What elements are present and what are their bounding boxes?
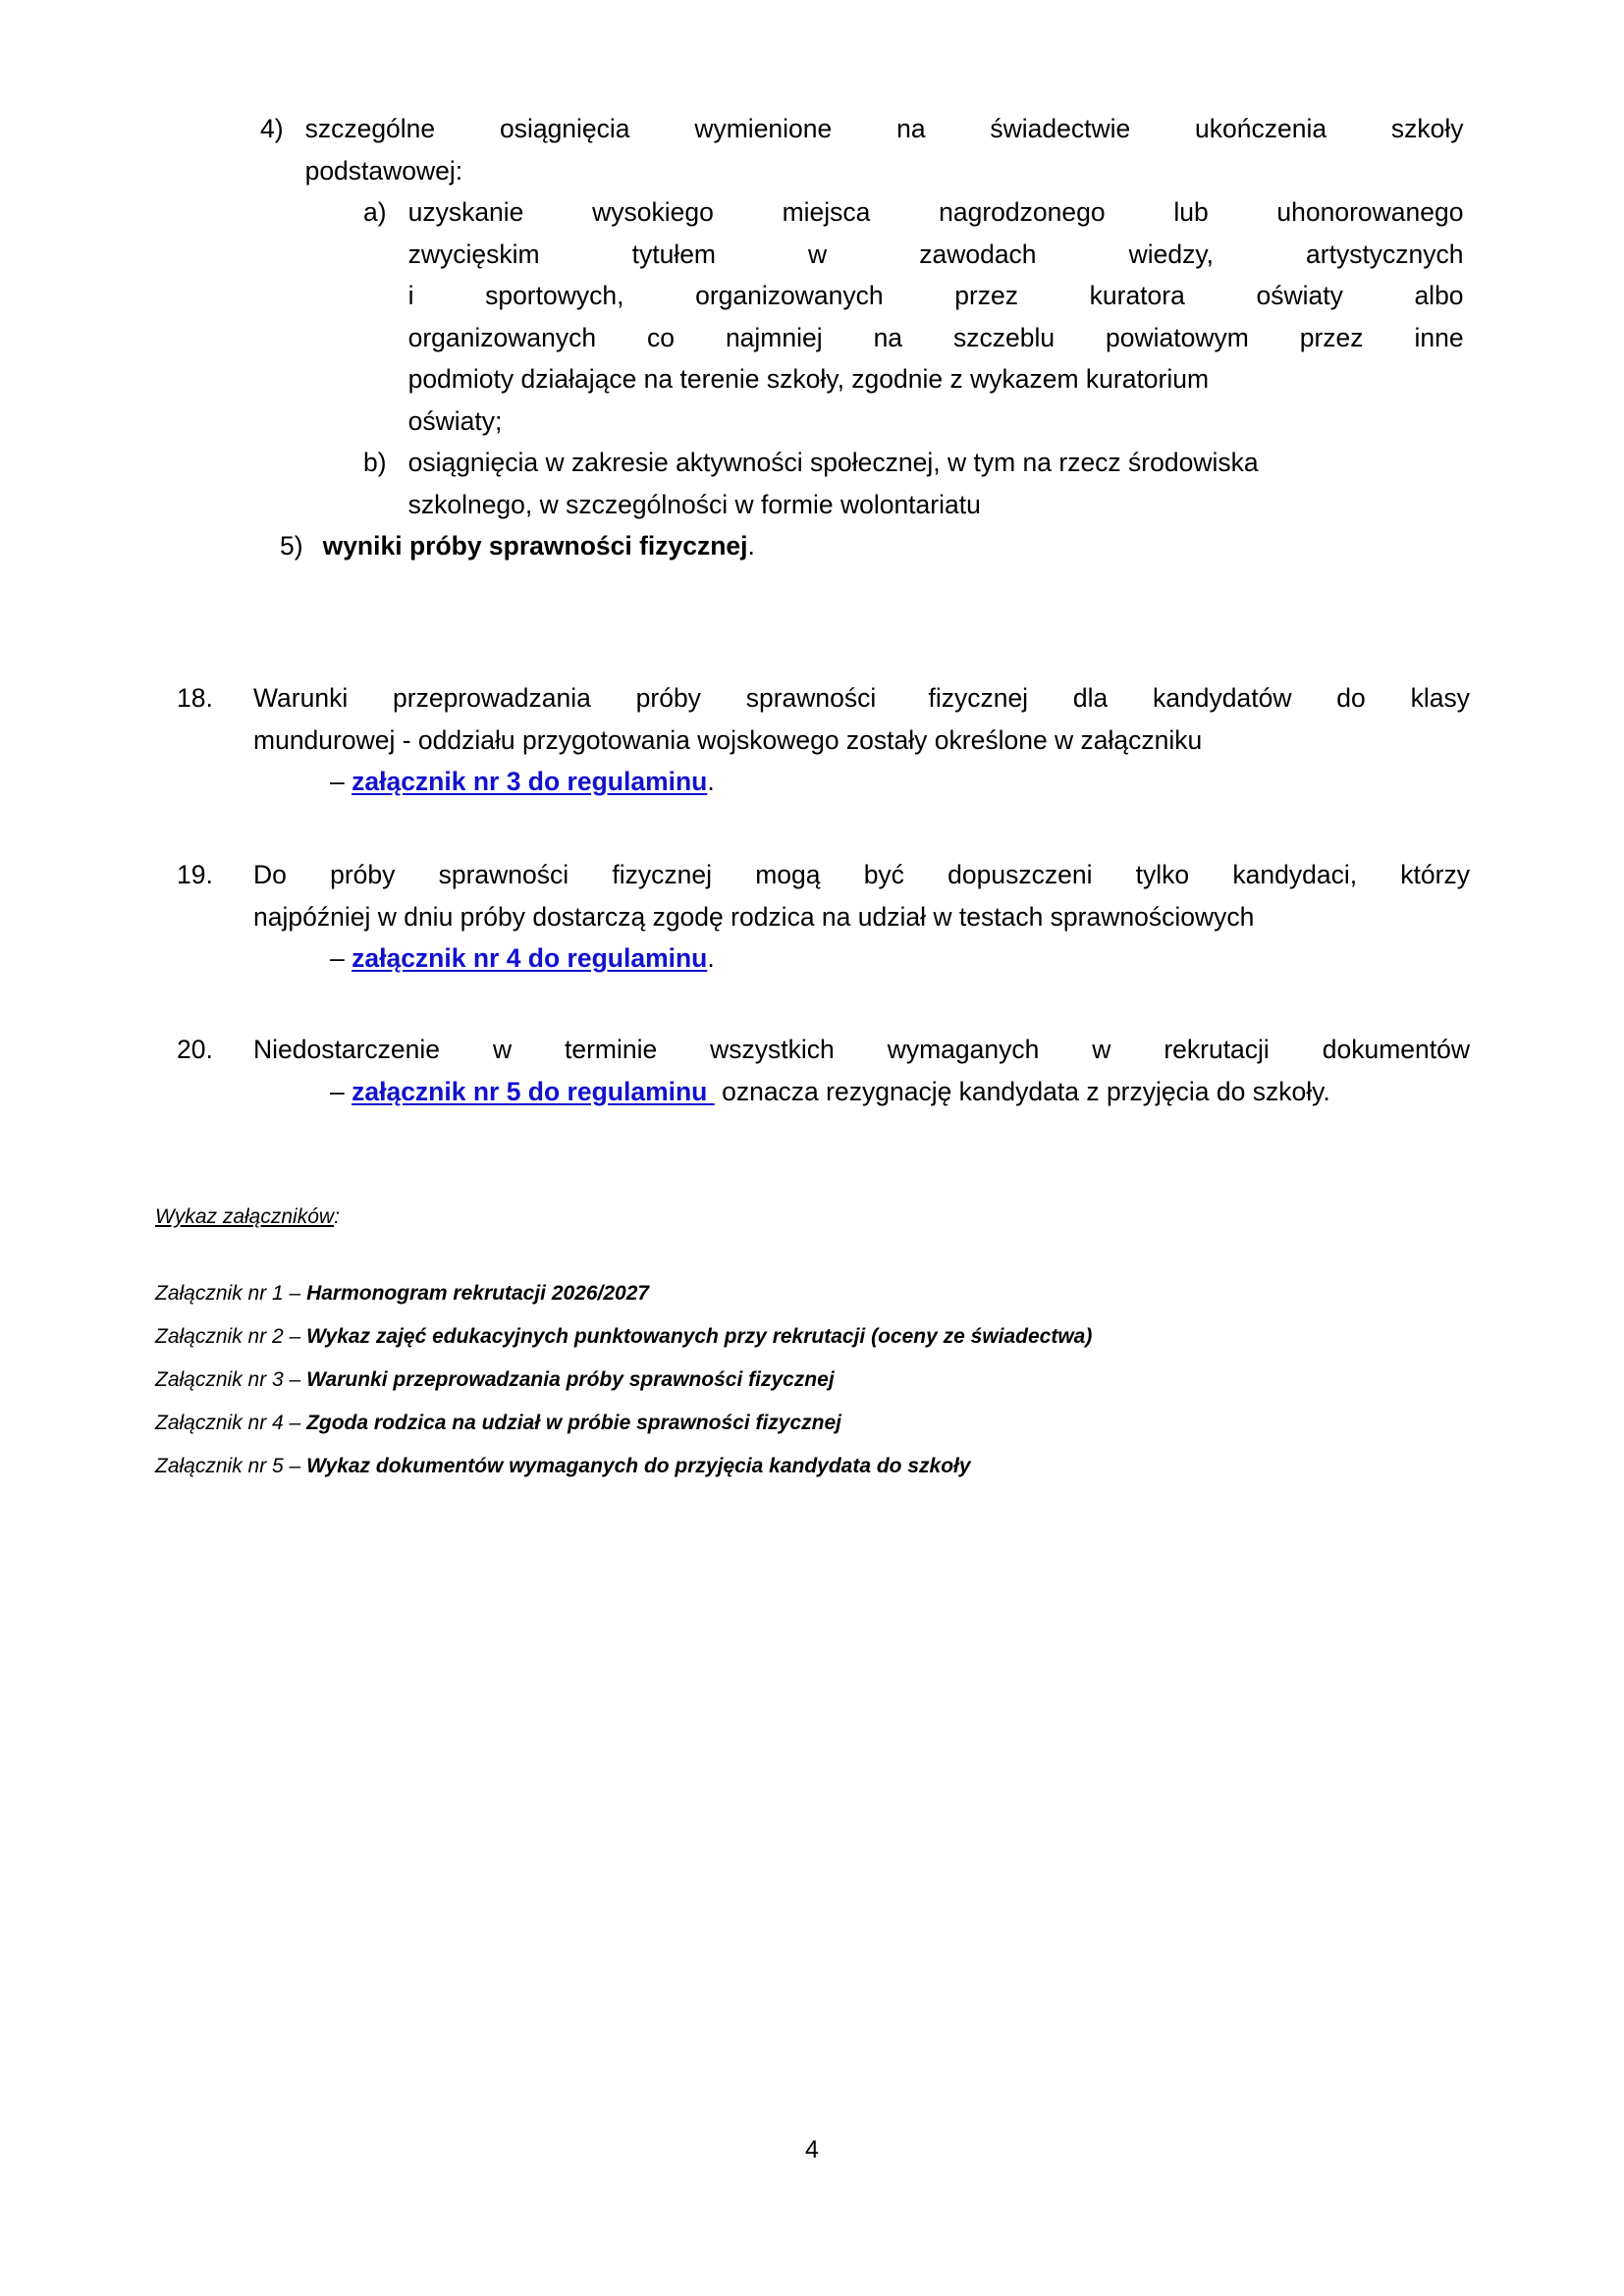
- section-19-number: 19.: [177, 860, 213, 889]
- list-item-5-bold-text: wyniki próby sprawności fizycznej: [322, 531, 748, 561]
- section-20-number: 20.: [177, 1035, 213, 1064]
- text-line: podmioty działające na terenie szkoły, zgodnie z wykazem kuratorium: [407, 364, 1210, 394]
- text-line: oświaty;: [407, 405, 503, 436]
- text-line: szkolnego, w szczególności w formie wolontariatu: [407, 489, 981, 519]
- list-item-4-row: [260, 108, 1470, 191]
- attachment-label: Załącznik nr 1 –: [155, 1282, 307, 1305]
- text-line: najpóźniej w dniu próby dostarczą zgodę rodzica na udział w testach sprawnościowych: [253, 901, 1255, 932]
- list-item-5-body: [323, 525, 755, 567]
- attachment-label: Załącznik nr 5 –: [155, 1455, 307, 1477]
- attachment-name: Warunki przeprowadzania próby sprawności fizycznej: [306, 1368, 835, 1391]
- section-19-body: [253, 854, 1470, 980]
- attachment-label: Załącznik nr 2 –: [155, 1325, 307, 1348]
- section-20-after-link: oznacza rezygnację kandydata z przyjęcia do szkoły.: [714, 1076, 1330, 1106]
- section-18-body: [253, 677, 1470, 803]
- section-18-row: [177, 677, 1470, 803]
- section-19: [177, 854, 1470, 980]
- attachment-label: Załącznik nr 3 –: [155, 1368, 307, 1391]
- list-item-5: [280, 525, 1470, 567]
- text-line-link: [253, 1071, 1470, 1113]
- list-item-4a-marker: a): [363, 197, 387, 227]
- list-item-4b-row: [363, 442, 1470, 525]
- attachment-name: Harmonogram rekrutacji 2026/2027: [306, 1282, 650, 1305]
- attachment-list-item: [155, 1322, 1092, 1352]
- text-line: osiągnięcia w zakresie aktywności społecznej, w tym na rzecz środowiska: [407, 448, 1259, 477]
- attachment-3-link[interactable]: załącznik nr 3 do regulaminu: [352, 767, 708, 796]
- text-line-link: [253, 761, 1470, 803]
- list-item-4a-body: [408, 191, 1470, 442]
- list-item-4-marker: 4): [260, 114, 284, 143]
- text-line-link: [253, 937, 1470, 980]
- text-line: Warunki przeprowadzania próby sprawności fizycznej dla kandydatów do klasy: [253, 683, 1470, 713]
- section-20-body: [253, 1029, 1470, 1112]
- section-20: [177, 1029, 1470, 1112]
- attachment-list-item: [155, 1279, 649, 1308]
- section-19-after-link: .: [707, 943, 715, 973]
- text-line: Niedostarczenie w terminie wszystkich wymaganych w rekrutacji dokumentów: [253, 1035, 1470, 1064]
- attachment-list-item: [155, 1452, 971, 1481]
- list-item-4b-marker: b): [363, 448, 387, 477]
- list-item-4b-body: [408, 442, 1470, 525]
- text-line: organizowanych co najmniej na szczeblu powiatowym przez inne: [407, 322, 1464, 352]
- list-item-4-body: [305, 108, 1470, 191]
- section-20-dash: –: [330, 1076, 352, 1106]
- attachment-5-link[interactable]: załącznik nr 5 do regulaminu: [352, 1076, 715, 1106]
- text-line: uzyskanie wysokiego miejsca nagrodzonego lub uhonorowanego: [407, 197, 1464, 227]
- list-item-4: [260, 108, 1470, 191]
- list-item-4b: [363, 442, 1470, 525]
- text-line: i sportowych, organizowanych przez kuratora oświaty albo: [407, 281, 1464, 310]
- text-line: zwycięskim tytułem w zawodach wiedzy, artystycznych: [407, 239, 1464, 269]
- text-line: mundurowej - oddziału przygotowania wojskowego zostały określone w załączniku: [253, 724, 1203, 755]
- text-line: szczególne osiągnięcia wymienione na świadectwie ukończenia szkoły: [304, 114, 1464, 143]
- attachment-list-item: [155, 1365, 835, 1395]
- attachments-heading: [155, 1202, 340, 1232]
- section-19-row: [177, 854, 1470, 980]
- section-18-dash: –: [330, 767, 352, 796]
- attachment-name: Wykaz dokumentów wymaganych do przyjęcia kandydata do szkoły: [306, 1455, 971, 1477]
- page-number: 4: [805, 2136, 819, 2163]
- list-item-4a-row: [363, 191, 1470, 442]
- section-20-row: [177, 1029, 1470, 1112]
- attachment-label: Załącznik nr 4 –: [155, 1412, 307, 1434]
- attachment-name: Wykaz zajęć edukacyjnych punktowanych przy rekrutacji (oceny ze świadectwa): [306, 1325, 1093, 1348]
- list-item-5-marker: 5): [280, 531, 303, 561]
- attachments-heading-text: Wykaz załączników: [155, 1205, 335, 1228]
- attachment-4-link[interactable]: załącznik nr 4 do regulaminu: [352, 943, 708, 973]
- attachment-list-item: [155, 1409, 841, 1438]
- attachments-heading-colon: :: [334, 1205, 340, 1228]
- section-19-dash: –: [330, 943, 352, 973]
- section-18: [177, 677, 1470, 803]
- text-line: podstawowej:: [304, 155, 463, 186]
- list-item-5-row: [280, 525, 1470, 567]
- text-line: Do próby sprawności fizycznej mogą być dopuszczeni tylko kandydaci, którzy: [253, 860, 1470, 889]
- section-18-number: 18.: [177, 683, 213, 713]
- list-item-5-period: .: [747, 531, 755, 561]
- list-item-4a: [363, 191, 1470, 442]
- section-18-after-link: .: [707, 767, 715, 796]
- attachment-name: Zgoda rodzica na udział w próbie sprawności fizycznej: [306, 1412, 842, 1434]
